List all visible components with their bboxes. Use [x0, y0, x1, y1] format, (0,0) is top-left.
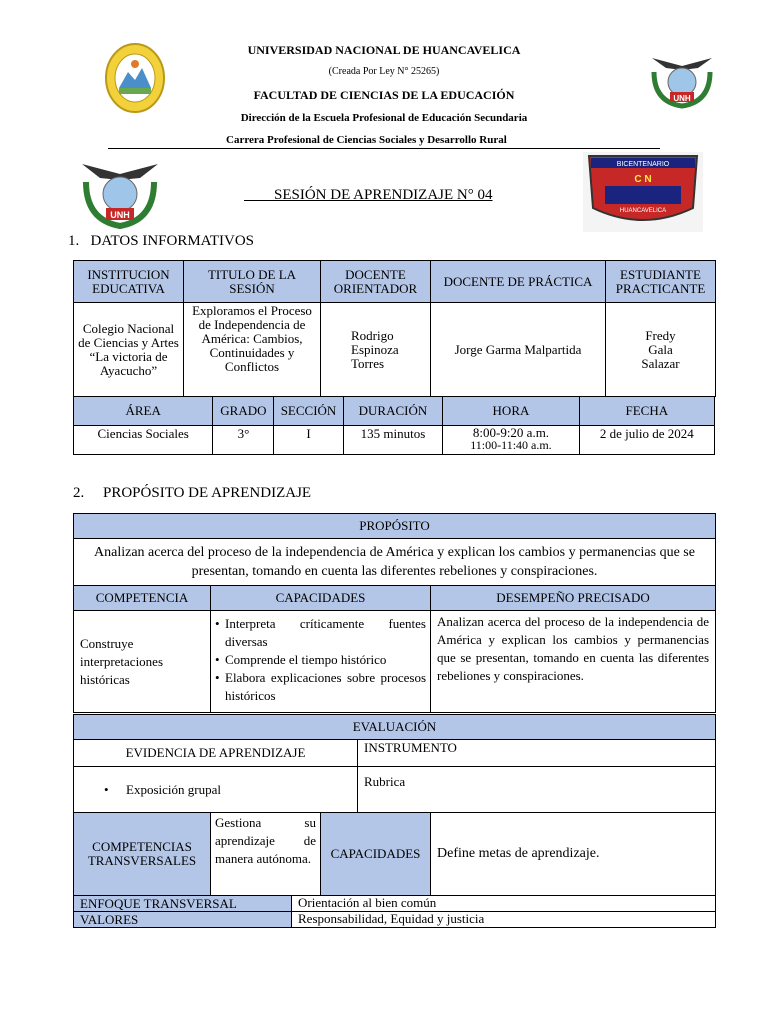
header-advisor: DOCENTE ORIENTADOR	[321, 261, 431, 303]
competence-value: Construye interpretaciones históricas	[74, 611, 211, 713]
header-institution: INSTITUCION EDUCATIVA	[74, 261, 184, 303]
values-label: VALORES	[74, 912, 292, 928]
capacities-list	[211, 611, 431, 713]
session-name-value: Exploramos el Proceso de Independencia de América: Cambios, Continuidades y Conflictos	[184, 303, 321, 397]
badge-top-text: BICENTENARIO	[616, 161, 670, 168]
header-duration: DURACIÓN	[343, 397, 443, 426]
header-practice-teacher: DOCENTE DE PRÁCTICA	[431, 261, 606, 303]
section1-heading: 1. DATOS INFORMATIVOS	[68, 233, 254, 249]
instrument-header: INSTRUMENTO	[358, 740, 716, 767]
university-name: UNIVERSIDAD NACIONAL DE HUANCAVELICA	[247, 43, 521, 57]
transversal-capacity-value: Define metas de aprendizaje.	[431, 813, 716, 896]
faculty-name: FACULTAD DE CIENCIAS DE LA EDUCACIÓN	[253, 88, 515, 102]
evaluation-table	[73, 714, 716, 813]
practice-teacher-value: Jorge Garma Malpartida	[431, 303, 606, 397]
date-value: 2 de julio de 2024	[579, 426, 714, 455]
evaluation-header: EVALUACIÓN	[74, 715, 716, 740]
instrument-value: Rubrica	[358, 767, 716, 813]
transversal-header: COMPETENCIAS TRANSVERSALES	[74, 813, 211, 896]
approach-table	[73, 895, 716, 928]
list-item: • Elabora explicaciones sobre procesos históricos	[215, 669, 426, 705]
career-name: Carrera Profesional de Ciencias Sociales y Desarrollo Rural	[226, 134, 507, 146]
school-badge-logo	[583, 152, 703, 232]
header-area: ÁREA	[74, 397, 213, 426]
student-value: Fredy Gala Salazar	[606, 303, 716, 397]
hour-value: 8:00-9:20 a.m. 11:00-11:40 a.m.	[443, 426, 579, 455]
eagle-crest-logo-left	[78, 148, 162, 230]
list-item: • Comprende el tiempo histórico	[215, 651, 426, 669]
info-table	[73, 260, 716, 397]
header-hour: HORA	[443, 397, 579, 426]
creation-law: (Creada Por Ley N° 25265)	[328, 66, 440, 77]
values-value: Responsabilidad, Equidad y justicia	[292, 912, 716, 928]
capacities-header: CAPACIDADES	[211, 586, 431, 611]
session-title: SESIÓN DE APRENDIZAJE N° 04	[274, 187, 493, 203]
crest-letters-left: UNH	[110, 210, 130, 220]
transversal-capacities-label: CAPACIDADES	[321, 813, 431, 896]
approach-value: Orientación al bien común	[292, 896, 716, 912]
schedule-table	[73, 396, 715, 455]
header-rule	[108, 148, 660, 149]
performance-value: Analizan acerca del proceso de la independencia de América y explican los cambios y permanencias que se presentan, tomando en cuenta las diferentes rebeliones y conspiraciones.	[431, 611, 716, 713]
crest-letters-top: UNH	[673, 94, 691, 103]
header-date: FECHA	[579, 397, 714, 426]
badge-letters: C N	[634, 174, 652, 185]
purpose-header: PROPÓSITO	[74, 514, 716, 539]
area-value: Ciencias Sociales	[74, 426, 213, 455]
approach-label: ENFOQUE TRANSVERSAL	[74, 896, 292, 912]
badge-bottom-text: HUANCAVELICA	[619, 208, 667, 214]
institution-value: Colegio Nacional de Ciencias y Artes “La victoria de Ayacucho”	[74, 303, 184, 397]
school-direction: Dirección de la Escuela Profesional de Educación Secundaria	[240, 112, 528, 124]
purpose-table	[73, 513, 716, 713]
advisor-value: Rodrigo Espinoza Torres	[321, 303, 431, 397]
transversal-value: Gestiona su aprendizaje de manera autónoma.	[211, 813, 321, 896]
list-item: • Interpreta críticamente fuentes diversas	[215, 615, 426, 651]
header-section: SECCIÓN	[274, 397, 343, 426]
section2-heading: 2. PROPÓSITO DE APRENDIZAJE	[73, 485, 312, 501]
duration-value: 135 minutos	[343, 426, 443, 455]
transversal-table	[73, 812, 716, 896]
competence-header: COMPETENCIA	[74, 586, 211, 611]
evidence-value: • Exposición grupal	[74, 767, 358, 813]
header-session-title: TITULO DE LA SESIÓN	[184, 261, 321, 303]
section-value: I	[274, 426, 343, 455]
purpose-text: Analizan acerca del proceso de la independencia de América y explican los cambios y permanencias que se presentan, tomando en cuenta las diferentes rebeliones y conspiraciones.	[74, 539, 716, 586]
grade-value: 3°	[213, 426, 274, 455]
performance-header: DESEMPEÑO PRECISADO	[431, 586, 716, 611]
header-grade: GRADO	[213, 397, 274, 426]
evidence-header: EVIDENCIA DE APRENDIZAJE	[74, 740, 358, 767]
header-student: ESTUDIANTE PRACTICANTE	[606, 261, 716, 303]
